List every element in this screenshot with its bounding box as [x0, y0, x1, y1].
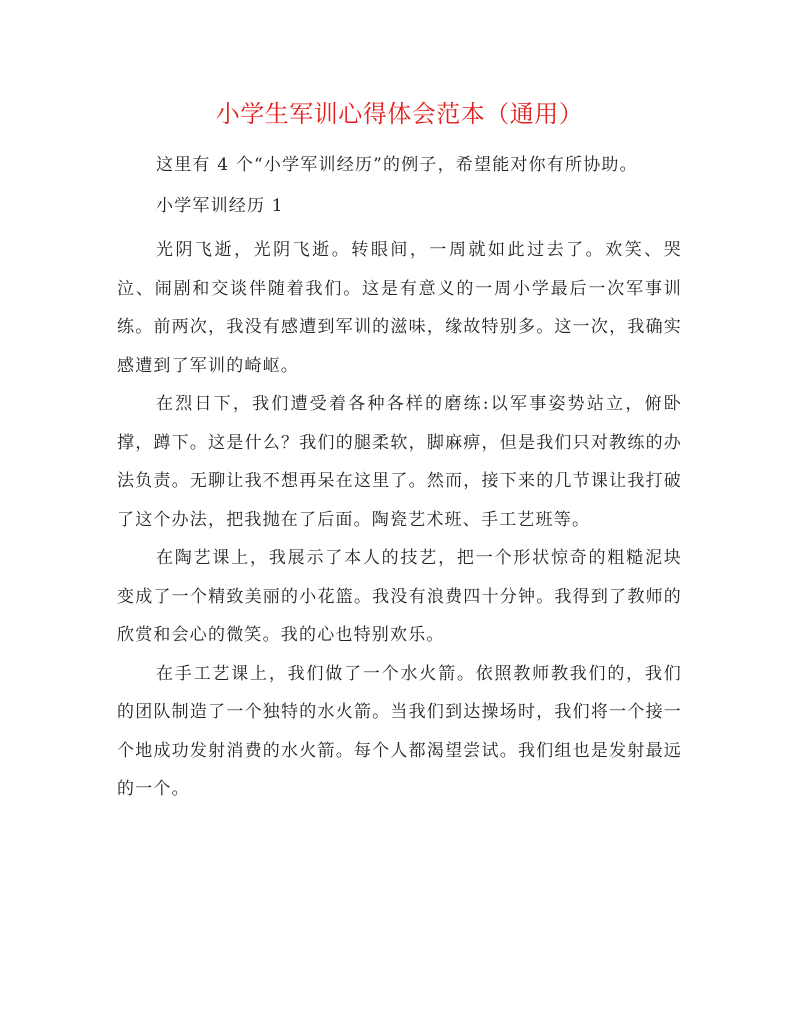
body-paragraph: 光阴飞逝，光阴飞逝。转眼间，一周就如此过去了。欢笑、哭泣、闹剧和交谈伴随着我们。这是有意义的一周小学最后一次军事训练。前两次，我没有感遭到军训的滋味，缘故特别多。这一次，我确实感遭到了军训的崎岖。 — [117, 240, 682, 376]
body-paragraph: 在烈日下，我们遭受着各种各样的磨练:以军事姿势站立，俯卧撑，蹲下。这是什么？我们的腿柔软，脚麻痹，但是我们只对教练的办法负责。无聊让我不想再呆在这里了。然而，接下来的几节课让我打破了这个办法，把我抛在了后面。陶瓷艺术班、手工艺班等。 — [117, 394, 682, 530]
document-page — [117, 96, 682, 809]
intro-paragraph: 这里有 4 个“小学军训经历”的例子，希望能对你有所协助。 — [156, 155, 638, 175]
body-paragraph: 在手工艺课上，我们做了一个水火箭。依照教师教我们的，我们的团队制造了一个独特的水火箭。当我们到达操场时，我们将一个接一个地成功发射消费的水火箭。每个人都渴望尝试。我们组也是发射最远的一个。 — [117, 663, 682, 799]
section-heading: 小学军训经历 1 — [156, 195, 284, 216]
body-paragraph: 在陶艺课上，我展示了本人的技艺，把一个形状惊奇的粗糙泥块变成了一个精致美丽的小花篮。我没有浪费四十分钟。我得到了教师的欣赏和会心的微笑。我的心也特别欢乐。 — [117, 548, 682, 645]
document-title: 小学生军训心得体会范本（通用） — [215, 100, 584, 128]
